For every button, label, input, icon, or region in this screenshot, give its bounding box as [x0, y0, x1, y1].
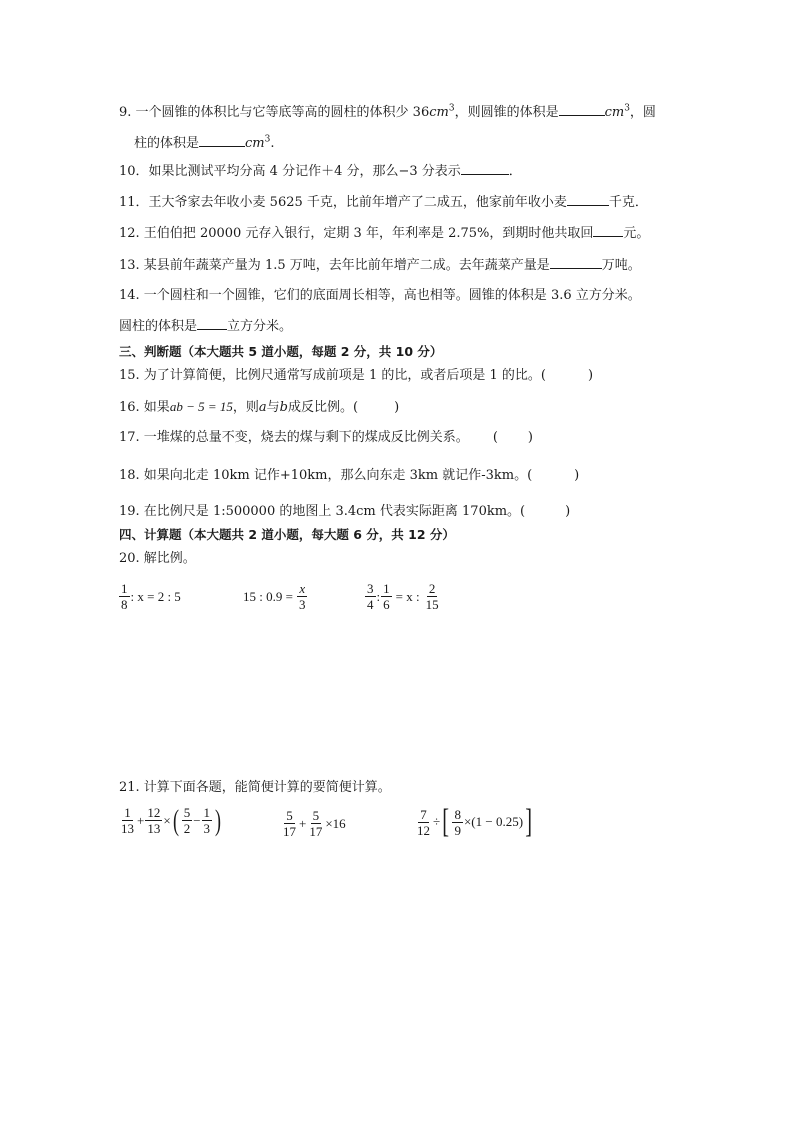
q12-end: 元。 — [623, 226, 650, 241]
q14-answer-blank[interactable] — [197, 317, 227, 330]
q21-e1-fraction-1: $\frac{1}{13}$ — [121, 805, 134, 836]
q21-e1-fraction-2: $\frac{12}{13}$ — [147, 805, 161, 836]
q21-e1-left-paren: ( — [172, 803, 179, 837]
q9-unit-3: cm — [245, 136, 265, 151]
q10-answer-blank[interactable] — [461, 162, 509, 175]
q9-end: . — [270, 136, 275, 151]
q21-expression-1 — [118, 805, 223, 836]
q9-unit-power-3: 3 — [264, 134, 271, 145]
question-12 — [119, 224, 649, 243]
q21-e1-fraction-3: $\frac{5}{2}$ — [183, 805, 191, 836]
q16-var-b: b — [279, 400, 288, 415]
q16-text-c: 与 — [266, 400, 280, 415]
question-9-line-2 — [134, 134, 275, 153]
q9-unit-power: 3 — [448, 103, 455, 114]
question-9-line-1 — [119, 103, 656, 122]
q21-e3-fraction-1: $\frac{7}{12}$ — [417, 806, 430, 838]
q21-e1-right-paren: ) — [215, 803, 222, 837]
q21-e1-plus: + — [137, 812, 145, 828]
question-20-label: 20. 解比例。 — [119, 551, 196, 566]
q20-e1-rest: : x = 2 : 5 — [130, 588, 181, 604]
q20-e3-fraction-1: $\frac{3}{4}$ — [367, 581, 374, 612]
q21-e1-times: × — [163, 812, 171, 828]
question-16 — [119, 398, 399, 417]
question-18 — [119, 467, 579, 485]
q15-close: ) — [587, 368, 594, 383]
q21-e2-tail: ×16 — [325, 815, 346, 831]
q21-e3-tail: ×(1 − 0.25) — [463, 814, 524, 829]
question-17 — [119, 429, 533, 447]
q21-e3-divide: ÷ — [433, 814, 441, 829]
q11-text: 11．王大爷家去年收小麦 5625 千克，比前年增产了二成五，他家前年收小麦 — [119, 195, 567, 210]
q16-expression: ab − 5 = 15 — [169, 399, 233, 414]
q20-e2-fraction: $\frac{x}{3}$ — [298, 581, 306, 612]
q20-e3-mid: = x : — [395, 588, 420, 604]
q13-end: 万吨。 — [601, 258, 641, 273]
q12-text: 12. 王伯伯把 20000 元存入银行，定期 3 年，年利率是 2.75%，到期时他共取回 — [119, 226, 594, 241]
q9-unit-power-2: 3 — [624, 103, 630, 114]
q15-text: 15. 为了计算简便，比例尺通常写成前项是 1 的比，或者后项是 1 的比。( — [119, 368, 546, 383]
q16-text-b: ，则 — [232, 400, 259, 415]
q9-text-b: ，则圆锥的体积是 — [454, 105, 559, 120]
section-4-heading: 四、计算题（本大题共 2 道小题，每大题 6 分，共 12 分） — [119, 527, 455, 542]
q18-close: ) — [574, 468, 580, 483]
q17-close: ) — [527, 430, 533, 445]
question-19 — [119, 503, 570, 521]
section-3-heading: 三、判断题（本大题共 5 道小题，每题 2 分，共 10 分） — [119, 344, 443, 359]
q14-end: 立方分米。 — [227, 319, 293, 334]
question-13 — [119, 256, 641, 275]
q16-var-a: a — [258, 400, 267, 415]
question-14-line-2 — [119, 317, 292, 336]
q9-unit-2: cm — [604, 105, 625, 120]
q21-e2-fraction-1: $\frac{5}{17}$ — [283, 808, 296, 839]
q9-text-c: ，圆 — [629, 105, 656, 120]
q20-equation-3 — [364, 581, 442, 612]
q21-e1-fraction-4: $\frac{1}{3}$ — [203, 805, 211, 836]
q21-e2-fraction-2: $\frac{5}{17}$ — [309, 808, 323, 839]
q12-answer-blank[interactable] — [593, 224, 623, 237]
question-15 — [119, 367, 593, 385]
q18-text: 18. 如果向北走 10km 记作+10km，那么向东走 3km 就记作-3km。( — [119, 468, 533, 483]
question-10 — [119, 162, 522, 181]
q20-e3-colon: : — [376, 588, 381, 604]
q11-answer-blank[interactable] — [567, 193, 609, 206]
question-14-line-1: 14. 一个圆柱和一个圆锥，它们的底面周长相等，高也相等。圆锥的体积是 3.6 立方分米。 — [119, 288, 641, 303]
q19-text: 19. 在比例尺是 1:500000 的地图上 3.4cm 代表实际距离 170km。( — [119, 504, 526, 519]
q20-equation-1 — [118, 581, 181, 612]
q17-text: 17. 一堆煤的总量不变，烧去的煤与剩下的煤成反比例关系。 — [119, 430, 469, 445]
q17-open: ( — [492, 430, 498, 445]
q20-e3-fraction-2: $\frac{1}{6}$ — [383, 581, 390, 612]
q9-answer-blank-1[interactable] — [559, 103, 605, 116]
q9-text: 9. 一个圆锥的体积比与它等底等高的圆柱的体积少 36 — [119, 105, 430, 120]
q9-text-2: 柱的体积是 — [134, 136, 200, 151]
q16-close: ) — [394, 400, 400, 415]
q21-expression-3 — [414, 805, 534, 839]
q10-end: ． — [508, 164, 522, 179]
question-11 — [119, 193, 648, 212]
q21-e3-right-bracket: ] — [525, 803, 533, 840]
q19-close: ) — [565, 504, 571, 519]
q9-unit: cm — [429, 105, 449, 120]
q21-e3-left-bracket: [ — [442, 803, 450, 840]
q13-text: 13. 某县前年蔬菜产量为 1.5 万吨，去年比前年增产二成。去年蔬菜产量是 — [119, 258, 550, 273]
q21-expression-2 — [280, 808, 346, 839]
q16-text: 16. 如果 — [119, 400, 170, 415]
q14-text-2: 圆柱的体积是 — [119, 319, 198, 334]
q9-answer-blank-2[interactable] — [199, 134, 245, 147]
q20-e2-left: 15 : 0.9 = — [243, 588, 293, 604]
q20-e3-fraction-3: $\frac{2}{15}$ — [425, 581, 439, 612]
q16-text-d: 成反比例。( — [287, 400, 359, 415]
q21-e2-plus: + — [299, 815, 307, 831]
q20-equation-2 — [243, 581, 308, 612]
question-21-label: 21. 计算下面各题，能简便计算的要简便计算。 — [119, 780, 391, 795]
q13-answer-blank[interactable] — [550, 256, 602, 269]
q11-end: 千克． — [608, 195, 648, 210]
q21-e3-fraction-2: $\frac{8}{9}$ — [454, 806, 461, 838]
q10-text: 10．如果比测试平均分高 4 分记作＋4 分，那么−3 分表示 — [119, 164, 461, 179]
q21-e1-minus: − — [193, 812, 201, 828]
q20-e1-fraction: $\frac{1}{8}$ — [121, 581, 128, 612]
